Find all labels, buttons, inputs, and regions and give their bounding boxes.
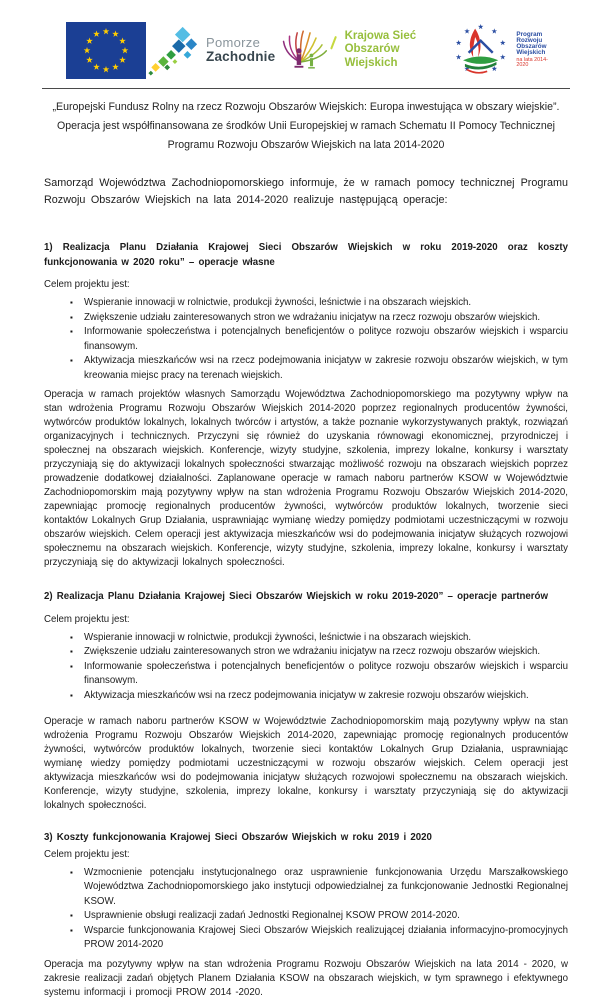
section-3-heading: 3) Koszty funkcjonowania Krajowej Sieci Obszarów Wiejskich w roku 2019 i 2020: [44, 832, 432, 843]
prow-emblem-icon: [451, 20, 510, 80]
bullet-item: ▪ Wspieranie innowacji w rolnictwie, produkcji żywności, leśnictwie i na obszarach wiejskich.: [84, 631, 568, 646]
bullet-item: ▪ Informowanie społeczeństwa i potencjalnych beneficjentów o polityce rozwoju obszarów wiejskich i wsparciu finansowym.: [84, 325, 568, 354]
eu-flag-icon: [66, 22, 146, 79]
notice-line-3: Programu Rozwoju Obszarów Wiejskich na lata 2014-2020: [167, 139, 445, 151]
pomorze-zachodnie-logo: [146, 22, 275, 78]
section-1-paragraph: Operacja w ramach projektów własnych Samorządu Województwa Zachodniopomorskiego ma pozytywny wpływ na stan wdrożenia Programu Rozwoju Obszarów Wiejskich 2014-2020 poprzez regionalnych producentów żywności, wytwórców produktów lokalnych, lokalnych twórców i artystów, a także poznanie wykorzystywanych praktyk, rozwiązań organizacyjnych i technicznych. Przyczyni się również do uzyskania równowagi ekonomicznej, przyrodniczej i społecznej na obszarach wiejskich. Konferencje, wizyty studyjne, szkolenia, imprezy lokalne, konkursy i warsztaty przyczyniają się do aktywizacji lokalnych społeczności stwarzając możliwość rozwoju na obszarach wiejskich poprzez prowadzenie dodatkowej działalności. Zaplanowane operacje w ramach naboru partnerów KSOW w Województwie Zachodniopomorskim mają pozytywny wpływ na stan wdrożenia Programu Rozwoju Obszarów Wiejskich 2014-2020, zapewniając promocję regionalnych producentów żywności, wytwórców produktów lokalnych, tworzenie sieci kontaktów Lokalnych Grup Działania, usprawniając wymianę wiedzy pomiędzy podmiotami uczestniczącymi w rozwoju obszarów wiejskich. Celem operacji jest aktywizacja mieszkańców wsi do podejmowania inicjatyw służących rozwojowi społecznemu na obszarach wiejskich. Konferencje, wizyty studyjne, szkolenia, imprezy lokalne, konkursy i warsztaty przyczyniają się do aktywizacji lokalnych społeczności.: [44, 389, 568, 568]
prow-logo: [451, 20, 558, 80]
bullet-item: ▪ Usprawnienie obsługi realizacji zadań Jednostki Regionalnej KSOW PROW 2014-2020.: [84, 909, 568, 924]
ksow-logo: [275, 19, 451, 81]
section-2: [44, 590, 568, 813]
ksow-label-line2: Obszarów Wiejskich: [344, 43, 400, 69]
pomorze-zachodnie-griffin-icon: [146, 22, 200, 78]
prow-label-line3: Obszarów: [516, 43, 547, 51]
section-3: [44, 831, 568, 1000]
section-1: [44, 241, 568, 570]
bullet-item: ▪ Wsparcie funkcjonowania Krajowej Sieci Obszarów Wiejskich realizującej działania informacyjno-promocyjnych PROW 2014-2020: [84, 924, 568, 953]
section-3-paragraph: Operacja ma pozytywny wpływ na stan wdrożenia Programu Rozwoju Obszarów Wiejskich na lata 2014 - 2020, w zakresie realizacji zadań objętych Planem Działania KSOW na obszarach wiejskich, w tym sprawnego i efektywnego systemu informacji i promocji PROW 2014 -2020.: [44, 958, 568, 998]
prow-label-years: na lata 2014-2020: [516, 56, 548, 69]
funding-notice: [44, 98, 568, 155]
bullet-item: ▪ Aktywizacja mieszkańców wsi na rzecz podejmowania inicjatyw w zakresie rozwoju obszarów wiejskich.: [84, 689, 568, 704]
eu-flag-logo: [66, 22, 146, 79]
bullet-item: ▪ Wzmocnienie potencjału instytucjonalnego oraz usprawnienie funkcjonowania Urzędu Marszałkowskiego Województwa Zachodniopomorskiego jako instytucji odpowiedzialnej za funkcjonowanie Jednostki Regionalnej KSOW.: [84, 866, 568, 910]
section-2-bullet-list: [44, 631, 568, 704]
prow-label-line2: Rozwoju: [516, 36, 543, 44]
bullet-item: ▪ Zwiększenie udziału zainteresowanych stron we wdrażaniu inicjatyw na rzecz rozwoju obszarów wiejskich.: [84, 645, 568, 660]
prow-label-line1: Program: [516, 30, 543, 38]
intro-paragraph: Samorząd Województwa Zachodniopomorskiego informuje, że w ramach pomocy technicznej Programu Rozwoju Obszarów Wiejskich na lata 2014-2020 realizuje następującą operacje:: [44, 177, 568, 206]
notice-line-2: Operacja jest współfinansowana ze środków Unii Europejskiej w ramach Schematu II Pomocy Technicznej: [57, 120, 555, 132]
section-2-heading: 2) Realizacja Planu Działania Krajowej Sieci Obszarów Wiejskich w roku 2019-2020” – operacje partnerów: [44, 591, 548, 602]
logo-strip: [44, 14, 568, 82]
bullet-item: ▪ Wspieranie innowacji w rolnictwie, produkcji żywności, leśnictwie i na obszarach wiejskich.: [84, 296, 568, 311]
section-2-paragraph: Operacje w ramach naboru partnerów KSOW w Województwie Zachodniopomorskim mają pozytywny wpływ na stan wdrożenia Programu Rozwoju Obszarów Wiejskich 2014-2020, zapewniając promocję regionalnych producentów żywności, wytwórców produktów lokalnych, tworzenie sieci kontaktów Lokalnych Grup Działania, usprawniając wymianę wiedzy pomiędzy podmiotami uczestniczącymi w rozwoju obszarów wiejskich. Celem operacji jest aktywizacja mieszkańców wsi do podejmowania inicjatyw służących rozwojowi społecznemu na obszarach wiejskich. Konferencje, wizyty studyjne, szkolenia, imprezy lokalne, konkursy i warsztaty przyczyniają się do aktywizacji lokalnych społeczności.: [44, 716, 568, 811]
bullet-item: ▪ Informowanie społeczeństwa i potencjalnych beneficjentów o polityce rozwoju obszarów wiejskich i wsparciu finansowym.: [84, 660, 568, 689]
prow-label-line4: Wiejskich: [516, 49, 546, 57]
section-1-bullet-list: [44, 296, 568, 383]
bullet-item: ▪ Zwiększenie udziału zainteresowanych stron we wdrażaniu inicjatyw na rzecz rozwoju obszarów wiejskich.: [84, 311, 568, 326]
ksow-fan-icon: [275, 19, 338, 81]
section-1-heading: 1) Realizacja Planu Działania Krajowej Sieci Obszarów Wiejskich w roku 2019-2020 oraz koszty funkcjonowania w 2020 roku” – operacje własne: [44, 242, 568, 268]
pomorze-label: Pomorze: [206, 35, 261, 51]
notice-line-1: „Europejski Fundusz Rolny na rzecz Rozwoju Obszarów Wiejskich: Europa inwestująca w obszary wiejskie”.: [52, 101, 560, 113]
ksow-label-line1: Krajowa Sieć: [344, 30, 417, 43]
section-3-bullet-list: [44, 866, 568, 953]
section-2-goal-label: Celem projektu jest:: [44, 613, 130, 625]
bullet-item: ▪ Aktywizacja mieszkańców wsi na rzecz podejmowania inicjatyw w zakresie rozwoju obszarów wiejskich, w tym kreowania miejsc pracy na terenach wiejskich.: [84, 354, 568, 383]
section-1-goal-label: Celem projektu jest:: [44, 279, 130, 290]
section-3-goal-label: Celem projektu jest:: [44, 848, 130, 860]
zachodnie-label: Zachodnie: [206, 48, 276, 64]
separator-line: [42, 88, 570, 89]
